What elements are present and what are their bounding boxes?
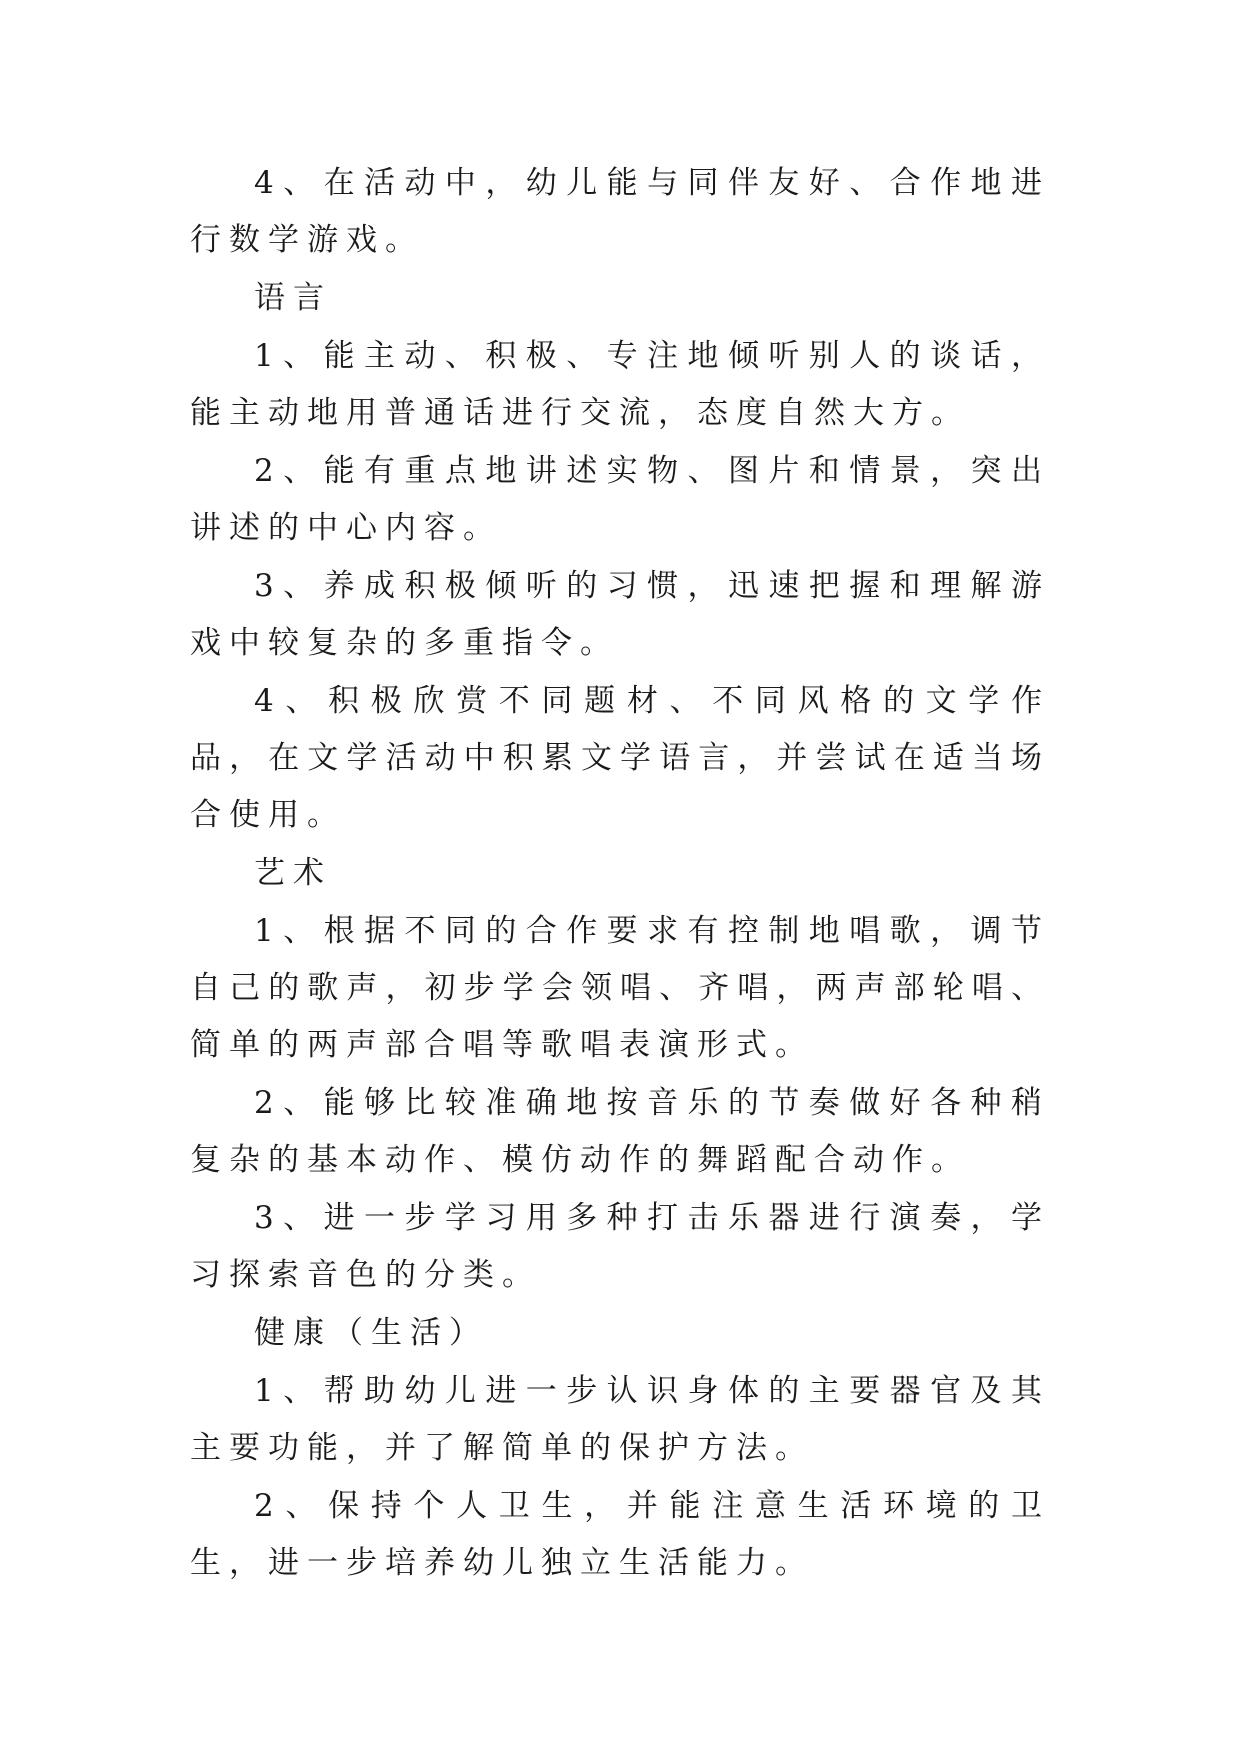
section-heading-health: 健康（生活） bbox=[254, 1315, 488, 1351]
paragraph-health-1: 1、帮助幼儿进一步认识身体的主要器官及其主要功能，并了解简单的保护方法。 bbox=[190, 1373, 1050, 1466]
paragraph-health-2: 2、保持个人卫生，并能注意生活环境的卫生，进一步培养幼儿独立生活能力。 bbox=[190, 1488, 1050, 1581]
paragraph-language-4: 4、积极欣赏不同题材、不同风格的文学作品，在文学活动中积累文学语言，并尝试在适当场合使用。 bbox=[190, 683, 1050, 833]
section-heading-language: 语言 bbox=[254, 280, 332, 316]
paragraph-art-2: 2、能够比较准确地按音乐的节奏做好各种稍复杂的基本动作、模仿动作的舞蹈配合动作。 bbox=[190, 1085, 1050, 1178]
paragraph-language-2: 2、能有重点地讲述实物、图片和情景，突出讲述的中心内容。 bbox=[190, 453, 1050, 546]
document-body bbox=[190, 155, 1050, 1593]
section-heading-art: 艺术 bbox=[254, 855, 332, 891]
paragraph-art-3: 3、进一步学习用多种打击乐器进行演奏，学习探索音色的分类。 bbox=[190, 1200, 1050, 1293]
paragraph-math-4: 4、在活动中，幼儿能与同伴友好、合作地进行数学游戏。 bbox=[190, 165, 1050, 258]
paragraph-language-1: 1、能主动、积极、专注地倾听别人的谈话，能主动地用普通话进行交流，态度自然大方。 bbox=[190, 338, 1050, 431]
paragraph-language-3: 3、养成积极倾听的习惯，迅速把握和理解游戏中较复杂的多重指令。 bbox=[190, 568, 1050, 661]
paragraph-art-1: 1、根据不同的合作要求有控制地唱歌，调节自己的歌声，初步学会领唱、齐唱，两声部轮唱、简单的两声部合唱等歌唱表演形式。 bbox=[190, 913, 1050, 1063]
